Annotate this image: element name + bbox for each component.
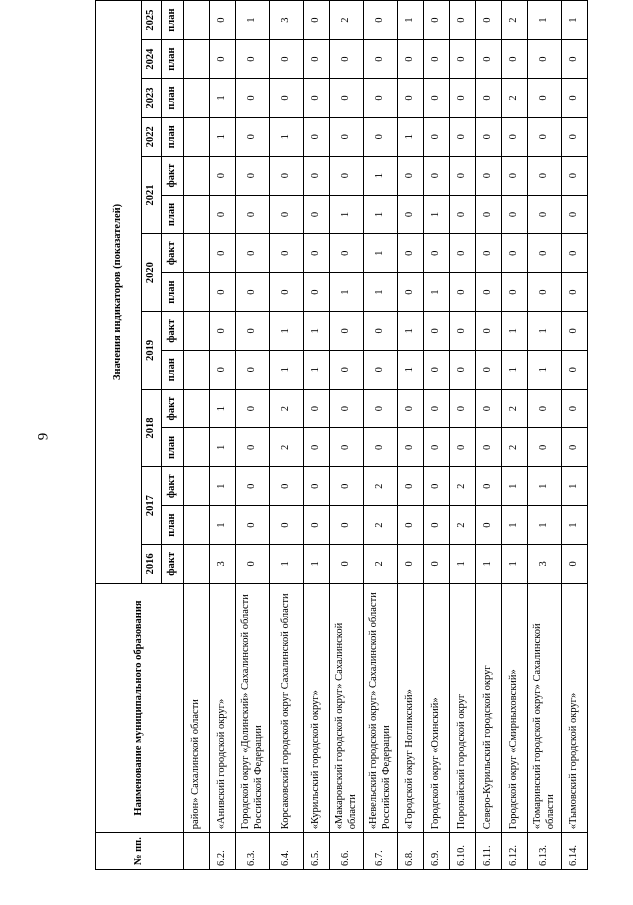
indicator-value: 1 xyxy=(270,117,304,156)
indicator-value: 0 xyxy=(398,467,424,506)
indicator-value: 0 xyxy=(304,117,330,156)
indicator-value xyxy=(184,117,210,156)
header-fact: факт xyxy=(162,389,184,428)
indicator-value: 0 xyxy=(398,506,424,545)
row-municipality: «Невельский городской округ» Сахалинской области Российской Федерации xyxy=(364,583,398,832)
indicator-value: 1 xyxy=(502,506,528,545)
header-values: Значения индикаторов (показателей) xyxy=(96,1,142,584)
row-municipality: Городской округ «Охинский» xyxy=(424,583,450,832)
indicator-value: 0 xyxy=(528,389,562,428)
indicator-value: 1 xyxy=(364,234,398,273)
indicator-value: 1 xyxy=(210,389,236,428)
indicator-value: 0 xyxy=(398,79,424,118)
indicator-value: 0 xyxy=(450,156,476,195)
indicator-value: 1 xyxy=(528,506,562,545)
indicator-value: 0 xyxy=(528,234,562,273)
row-number: 6.2. xyxy=(210,833,236,870)
indicator-value: 0 xyxy=(236,79,270,118)
indicator-value xyxy=(184,312,210,351)
indicator-value: 1 xyxy=(270,312,304,351)
header-year: 2023 xyxy=(142,79,162,118)
indicator-value: 0 xyxy=(330,544,364,583)
indicator-value: 1 xyxy=(210,117,236,156)
indicator-value: 0 xyxy=(236,467,270,506)
indicator-value: 0 xyxy=(476,428,502,467)
header-municipality: Наименование муниципального образования xyxy=(96,583,184,832)
indicator-value: 2 xyxy=(364,544,398,583)
indicator-value: 1 xyxy=(528,1,562,40)
indicator-value: 0 xyxy=(562,79,588,118)
indicator-value: 0 xyxy=(330,389,364,428)
indicator-value: 0 xyxy=(562,117,588,156)
indicator-value: 0 xyxy=(528,428,562,467)
indicator-value: 1 xyxy=(528,467,562,506)
indicator-value: 0 xyxy=(210,1,236,40)
indicator-value: 0 xyxy=(476,234,502,273)
indicator-value: 1 xyxy=(210,79,236,118)
row-municipality: «Томаринский городской округ» Сахалинской области xyxy=(528,583,562,832)
indicator-value: 0 xyxy=(236,117,270,156)
table-row xyxy=(236,1,270,870)
indicator-value: 1 xyxy=(528,312,562,351)
indicator-value: 1 xyxy=(502,350,528,389)
page-number: 9 xyxy=(35,432,52,441)
indicator-value: 0 xyxy=(236,234,270,273)
indicator-value: 2 xyxy=(502,79,528,118)
indicator-value: 0 xyxy=(450,428,476,467)
indicator-value: 1 xyxy=(364,273,398,312)
indicator-value: 0 xyxy=(476,79,502,118)
indicator-value: 1 xyxy=(562,467,588,506)
table-body xyxy=(184,1,588,870)
indicator-value: 0 xyxy=(304,156,330,195)
indicator-value: 2 xyxy=(450,506,476,545)
row-number: 6.7. xyxy=(364,833,398,870)
table-row xyxy=(330,1,364,870)
indicator-value: 0 xyxy=(562,273,588,312)
header-plan: план xyxy=(162,195,184,234)
indicator-value: 0 xyxy=(502,195,528,234)
indicator-value: 0 xyxy=(330,428,364,467)
indicator-value: 1 xyxy=(304,544,330,583)
row-municipality: Северо-Курильский городской округ xyxy=(476,583,502,832)
indicator-value: 1 xyxy=(424,195,450,234)
indicator-value: 0 xyxy=(424,350,450,389)
indicator-value xyxy=(184,156,210,195)
indicator-value: 1 xyxy=(364,195,398,234)
indicator-value: 0 xyxy=(236,428,270,467)
indicator-value: 0 xyxy=(450,234,476,273)
row-number: 6.10. xyxy=(450,833,476,870)
indicator-value: 0 xyxy=(398,156,424,195)
row-municipality: район» Сахалинской области xyxy=(184,583,210,832)
table-row xyxy=(304,1,330,870)
indicator-value: 0 xyxy=(562,312,588,351)
indicator-value: 0 xyxy=(476,117,502,156)
indicator-value: 1 xyxy=(364,156,398,195)
row-number: 6.6. xyxy=(330,833,364,870)
header-year: 2024 xyxy=(142,40,162,79)
indicator-value: 0 xyxy=(424,467,450,506)
row-municipality: «Курильский городской округ» xyxy=(304,583,330,832)
indicator-value: 0 xyxy=(364,117,398,156)
indicator-value: 0 xyxy=(562,195,588,234)
indicator-value: 0 xyxy=(424,79,450,118)
indicator-value: 1 xyxy=(528,350,562,389)
indicator-value: 0 xyxy=(476,312,502,351)
indicator-value: 0 xyxy=(236,389,270,428)
indicator-value: 0 xyxy=(450,79,476,118)
indicator-value xyxy=(184,195,210,234)
indicator-value: 0 xyxy=(210,350,236,389)
indicator-value: 0 xyxy=(528,195,562,234)
indicator-value: 0 xyxy=(364,428,398,467)
indicator-value: 0 xyxy=(236,273,270,312)
table-row xyxy=(184,1,210,870)
indicator-value: 0 xyxy=(236,40,270,79)
indicator-value: 0 xyxy=(304,40,330,79)
row-municipality: «Тымовский городской округ» xyxy=(562,583,588,832)
header-year: 2025 xyxy=(142,1,162,40)
table-row xyxy=(502,1,528,870)
header-fact: факт xyxy=(162,234,184,273)
indicator-value: 0 xyxy=(236,195,270,234)
indicator-value: 0 xyxy=(364,312,398,351)
indicator-value xyxy=(184,350,210,389)
indicator-value: 0 xyxy=(502,40,528,79)
indicator-value: 1 xyxy=(210,506,236,545)
header-plan: план xyxy=(162,428,184,467)
indicator-value xyxy=(184,1,210,40)
row-number: 6.11. xyxy=(476,833,502,870)
table-row xyxy=(424,1,450,870)
row-number xyxy=(184,833,210,870)
indicator-value: 0 xyxy=(330,117,364,156)
indicator-value: 0 xyxy=(210,273,236,312)
indicator-value: 2 xyxy=(364,467,398,506)
indicator-value: 0 xyxy=(398,195,424,234)
indicator-value: 3 xyxy=(210,544,236,583)
indicator-value: 1 xyxy=(562,1,588,40)
indicator-value: 1 xyxy=(270,350,304,389)
indicator-value: 0 xyxy=(502,156,528,195)
indicator-value: 0 xyxy=(424,40,450,79)
indicator-value xyxy=(184,234,210,273)
header-year: 2021 xyxy=(142,156,162,234)
indicator-value: 1 xyxy=(304,350,330,389)
row-municipality: «Анивский городской округ» xyxy=(210,583,236,832)
indicator-value: 3 xyxy=(528,544,562,583)
indicator-value: 1 xyxy=(236,1,270,40)
indicator-value: 0 xyxy=(424,544,450,583)
indicator-value: 0 xyxy=(364,389,398,428)
indicator-value: 0 xyxy=(304,506,330,545)
indicator-value: 0 xyxy=(528,156,562,195)
indicator-value: 0 xyxy=(304,389,330,428)
indicator-value: 0 xyxy=(450,1,476,40)
table-row xyxy=(210,1,236,870)
indicator-value: 2 xyxy=(502,428,528,467)
table-row xyxy=(450,1,476,870)
indicator-value xyxy=(184,506,210,545)
indicator-value: 0 xyxy=(330,79,364,118)
row-number: 6.8. xyxy=(398,833,424,870)
indicator-value: 0 xyxy=(528,273,562,312)
indicator-value: 0 xyxy=(364,350,398,389)
indicator-value xyxy=(184,79,210,118)
indicator-value: 0 xyxy=(424,156,450,195)
header-plan: план xyxy=(162,1,184,40)
indicator-value: 2 xyxy=(502,389,528,428)
indicator-value: 2 xyxy=(502,1,528,40)
indicator-value: 1 xyxy=(330,273,364,312)
indicator-value xyxy=(184,428,210,467)
indicator-value: 1 xyxy=(476,544,502,583)
indicator-value: 0 xyxy=(476,273,502,312)
row-number: 6.4. xyxy=(270,833,304,870)
indicator-value: 1 xyxy=(502,467,528,506)
indicator-value: 0 xyxy=(450,40,476,79)
indicator-value: 0 xyxy=(330,467,364,506)
table-row xyxy=(528,1,562,870)
indicator-value: 1 xyxy=(210,428,236,467)
indicator-value: 0 xyxy=(450,389,476,428)
indicator-value: 0 xyxy=(304,428,330,467)
indicator-value: 0 xyxy=(236,544,270,583)
indicator-value xyxy=(184,467,210,506)
indicator-value: 0 xyxy=(562,40,588,79)
indicator-value: 1 xyxy=(502,544,528,583)
indicator-value: 2 xyxy=(270,428,304,467)
indicator-value: 1 xyxy=(398,1,424,40)
row-municipality: Городской округ «Долинский» Сахалинской области Российской Федерации xyxy=(236,583,270,832)
indicator-value: 2 xyxy=(330,1,364,40)
indicator-value: 3 xyxy=(270,1,304,40)
indicator-value: 0 xyxy=(304,1,330,40)
header-plan: план xyxy=(162,350,184,389)
indicator-value: 0 xyxy=(364,79,398,118)
header-year: 2016 xyxy=(142,544,162,583)
indicator-value: 1 xyxy=(398,350,424,389)
indicator-value: 0 xyxy=(270,195,304,234)
indicator-value: 0 xyxy=(270,273,304,312)
indicator-value: 0 xyxy=(270,506,304,545)
table-row xyxy=(364,1,398,870)
indicator-value: 0 xyxy=(476,156,502,195)
indicator-value: 0 xyxy=(236,312,270,351)
indicator-value: 0 xyxy=(304,234,330,273)
indicator-value: 0 xyxy=(476,1,502,40)
indicator-value: 0 xyxy=(304,79,330,118)
indicator-value: 0 xyxy=(330,156,364,195)
indicator-value xyxy=(184,389,210,428)
row-number: 6.12. xyxy=(502,833,528,870)
indicator-value: 0 xyxy=(424,1,450,40)
indicator-value: 0 xyxy=(330,506,364,545)
indicator-value: 0 xyxy=(562,156,588,195)
indicator-value: 0 xyxy=(364,40,398,79)
indicator-value: 0 xyxy=(424,234,450,273)
indicator-value: 0 xyxy=(270,40,304,79)
row-number: 6.3. xyxy=(236,833,270,870)
row-number: 6.5. xyxy=(304,833,330,870)
indicator-value: 0 xyxy=(364,1,398,40)
row-number: 6.14. xyxy=(562,833,588,870)
header-fact: факт xyxy=(162,467,184,506)
indicator-value: 0 xyxy=(502,234,528,273)
indicator-value: 1 xyxy=(304,312,330,351)
indicator-value: 0 xyxy=(330,234,364,273)
indicator-value xyxy=(184,544,210,583)
indicator-value: 0 xyxy=(424,312,450,351)
indicator-value: 0 xyxy=(270,467,304,506)
indicator-value: 0 xyxy=(270,156,304,195)
indicator-value: 0 xyxy=(450,117,476,156)
row-municipality: «Городской округ Ногликский» xyxy=(398,583,424,832)
indicator-value: 0 xyxy=(476,195,502,234)
indicator-value: 0 xyxy=(304,467,330,506)
indicator-value: 2 xyxy=(270,389,304,428)
indicator-value: 0 xyxy=(450,273,476,312)
indicator-value: 0 xyxy=(270,234,304,273)
indicator-value: 0 xyxy=(476,40,502,79)
indicator-value xyxy=(184,273,210,312)
indicator-value: 0 xyxy=(476,389,502,428)
indicator-value: 0 xyxy=(450,350,476,389)
row-number: 6.9. xyxy=(424,833,450,870)
indicator-value: 1 xyxy=(398,312,424,351)
indicator-value: 0 xyxy=(398,40,424,79)
indicator-value: 0 xyxy=(562,234,588,273)
header-plan: план xyxy=(162,40,184,79)
header-plan: план xyxy=(162,506,184,545)
indicator-value: 0 xyxy=(330,350,364,389)
indicator-value: 0 xyxy=(424,428,450,467)
table-row xyxy=(476,1,502,870)
indicator-value: 1 xyxy=(270,544,304,583)
header-year: 2019 xyxy=(142,312,162,390)
table-row xyxy=(270,1,304,870)
indicator-value xyxy=(184,40,210,79)
indicator-value: 0 xyxy=(236,350,270,389)
indicator-value: 0 xyxy=(450,195,476,234)
rotated-page xyxy=(95,0,585,870)
header-plan: план xyxy=(162,117,184,156)
table-row xyxy=(562,1,588,870)
indicator-value: 0 xyxy=(424,117,450,156)
indicator-value: 1 xyxy=(450,544,476,583)
indicator-value: 0 xyxy=(236,156,270,195)
indicator-value: 2 xyxy=(364,506,398,545)
indicator-value: 0 xyxy=(528,79,562,118)
indicator-value: 0 xyxy=(304,195,330,234)
indicator-value: 0 xyxy=(398,428,424,467)
header-plan: план xyxy=(162,79,184,118)
header-year: 2017 xyxy=(142,467,162,545)
header-year: 2018 xyxy=(142,389,162,467)
indicator-value: 0 xyxy=(398,273,424,312)
indicator-value: 0 xyxy=(304,273,330,312)
indicator-value: 0 xyxy=(562,544,588,583)
indicator-value: 0 xyxy=(236,506,270,545)
indicator-value: 0 xyxy=(210,156,236,195)
indicator-value: 0 xyxy=(330,40,364,79)
header-plan: план xyxy=(162,273,184,312)
indicator-value: 0 xyxy=(502,117,528,156)
row-municipality: «Макаровский городской округ» Сахалинской области xyxy=(330,583,364,832)
indicator-value: 0 xyxy=(528,40,562,79)
header-year: 2022 xyxy=(142,117,162,156)
indicator-value: 0 xyxy=(476,467,502,506)
indicator-value: 0 xyxy=(398,544,424,583)
row-number: 6.13. xyxy=(528,833,562,870)
indicator-value: 0 xyxy=(210,234,236,273)
row-municipality: Поронайский городской округ xyxy=(450,583,476,832)
indicator-value: 0 xyxy=(562,428,588,467)
indicator-value: 1 xyxy=(424,273,450,312)
indicator-value: 1 xyxy=(210,467,236,506)
indicator-value: 1 xyxy=(398,117,424,156)
table-row xyxy=(398,1,424,870)
header-number: № пп. xyxy=(96,833,184,870)
indicator-value: 0 xyxy=(398,234,424,273)
indicator-value: 0 xyxy=(424,389,450,428)
indicator-value: 0 xyxy=(210,312,236,351)
indicator-value: 0 xyxy=(562,389,588,428)
indicator-value: 0 xyxy=(528,117,562,156)
table-header xyxy=(96,1,184,870)
indicator-value: 1 xyxy=(502,312,528,351)
row-municipality: Городской округ «Смирныховский» xyxy=(502,583,528,832)
indicator-value: 0 xyxy=(424,506,450,545)
indicator-value: 0 xyxy=(330,312,364,351)
header-year: 2020 xyxy=(142,234,162,312)
indicator-value: 0 xyxy=(476,506,502,545)
header-fact: факт xyxy=(162,544,184,583)
indicator-value: 0 xyxy=(270,79,304,118)
indicator-value: 0 xyxy=(450,312,476,351)
indicator-value: 0 xyxy=(210,195,236,234)
indicator-value: 2 xyxy=(450,467,476,506)
header-fact: факт xyxy=(162,156,184,195)
indicator-value: 0 xyxy=(210,40,236,79)
header-fact: факт xyxy=(162,312,184,351)
indicator-value: 1 xyxy=(330,195,364,234)
indicator-value: 0 xyxy=(562,350,588,389)
indicator-value: 0 xyxy=(476,350,502,389)
indicator-value: 0 xyxy=(502,273,528,312)
indicators-table xyxy=(95,0,588,870)
indicator-value: 0 xyxy=(398,389,424,428)
row-municipality: Корсаковский городской округ Сахалинской области xyxy=(270,583,304,832)
indicator-value: 1 xyxy=(562,506,588,545)
